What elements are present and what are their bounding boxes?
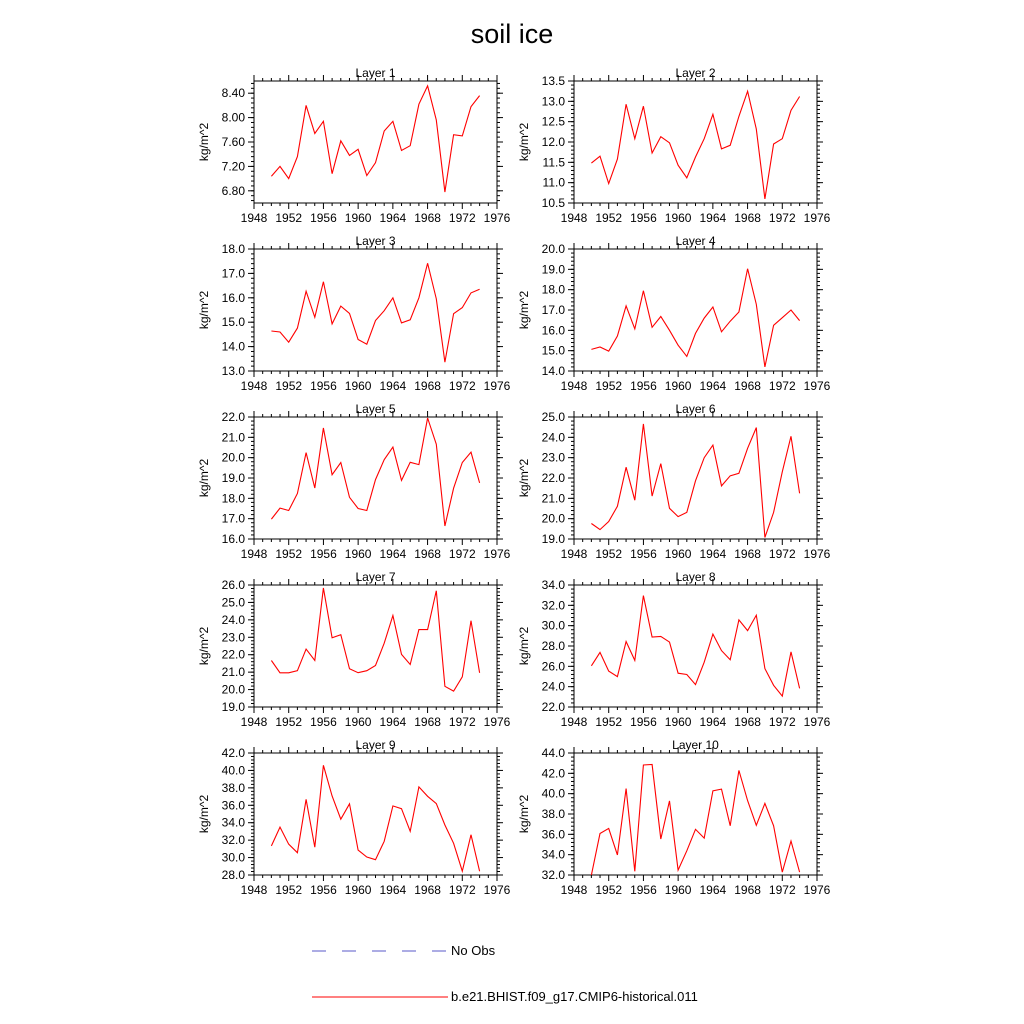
chart-1-xtick-label: 1968 — [414, 211, 441, 225]
chart-8-series-1-line — [591, 596, 799, 697]
chart-7-title: Layer 7 — [355, 570, 396, 584]
chart-9-ytick-label: 32.0 — [221, 833, 245, 848]
chart-9-ytick-label: 28.0 — [221, 868, 245, 882]
chart-1-frame — [254, 81, 497, 203]
chart-4-xtick-label: 1960 — [664, 379, 692, 393]
chart-4-panel — [517, 234, 831, 393]
chart-1-ytick-label: 6.80 — [221, 183, 245, 198]
chart-5-xtick-label: 1964 — [379, 547, 407, 561]
chart-2-panel — [517, 66, 831, 225]
chart-6-ytick-label: 23.0 — [541, 450, 565, 465]
chart-4-xtick-label: 1968 — [734, 379, 761, 393]
chart-7-xtick-label: 1952 — [275, 715, 303, 729]
chart-10-xtick-label: 1968 — [734, 883, 761, 897]
chart-10-ytick-label: 34.0 — [541, 847, 565, 862]
chart-5-xtick-label: 1952 — [275, 547, 303, 561]
chart-1-xtick-label: 1952 — [275, 211, 303, 225]
chart-4-xtick-label: 1956 — [630, 379, 657, 393]
chart-2-frame — [574, 81, 817, 203]
chart-7-xtick-label: 1956 — [310, 715, 337, 729]
chart-5-ytick-label: 17.0 — [221, 511, 245, 526]
chart-3-series-1-line — [271, 263, 479, 362]
chart-5-ytick-label: 16.0 — [221, 532, 245, 546]
chart-5-frame — [254, 417, 497, 539]
chart-8-ytick-label: 32.0 — [541, 598, 565, 613]
chart-2-xtick-label: 1976 — [803, 211, 831, 225]
chart-9-title: Layer 9 — [355, 738, 396, 752]
chart-10-series-1-line — [591, 765, 799, 876]
chart-2-ytick-label: 12.5 — [541, 114, 565, 129]
chart-3-ytick-label: 16.0 — [221, 290, 245, 305]
chart-5-panel — [197, 402, 511, 561]
chart-4-frame — [574, 249, 817, 371]
chart-3-xtick-label: 1960 — [344, 379, 372, 393]
chart-10-xtick-label: 1948 — [560, 883, 588, 897]
chart-8-ytick-label: 28.0 — [541, 639, 565, 653]
chart-6-ytick-label: 25.0 — [541, 410, 565, 424]
chart-8-xtick-label: 1960 — [664, 715, 692, 729]
chart-7-xtick-label: 1948 — [240, 715, 268, 729]
chart-9-ytick-label: 36.0 — [221, 798, 245, 813]
chart-9-xtick-label: 1968 — [414, 883, 441, 897]
chart-4-xtick-label: 1972 — [768, 379, 796, 393]
chart-5-series-1-line — [271, 418, 479, 526]
chart-8-frame — [574, 585, 817, 707]
chart-3-xtick-label: 1956 — [310, 379, 337, 393]
chart-5-xtick-label: 1960 — [344, 547, 372, 561]
legend-label-no-obs: No Obs — [451, 943, 496, 958]
chart-6-series-1-line — [591, 424, 799, 538]
chart-6-xtick-label: 1956 — [630, 547, 657, 561]
chart-8-xtick-label: 1972 — [768, 715, 796, 729]
chart-8-xtick-label: 1968 — [734, 715, 761, 729]
chart-8-xtick-label: 1948 — [560, 715, 588, 729]
chart-8-xtick-label: 1964 — [699, 715, 727, 729]
chart-6-xtick-label: 1972 — [768, 547, 796, 561]
chart-2-title: Layer 2 — [675, 66, 716, 80]
chart-7-xtick-label: 1968 — [414, 715, 441, 729]
chart-3-ytick-label: 14.0 — [221, 339, 245, 354]
chart-2-ytick-label: 13.5 — [541, 74, 565, 88]
chart-8-ytick-label: 22.0 — [541, 700, 565, 714]
chart-9-xtick-label: 1964 — [379, 883, 407, 897]
chart-7-xtick-label: 1960 — [344, 715, 372, 729]
chart-2-ylabel: kg/m^2 — [517, 122, 531, 162]
chart-9-ytick-label: 42.0 — [221, 746, 245, 760]
chart-7-series-1-line — [271, 588, 479, 691]
chart-4-ytick-label: 18.0 — [541, 282, 565, 297]
chart-8-ytick-label: 24.0 — [541, 679, 565, 694]
legend — [312, 943, 698, 1004]
chart-1-ytick-label: 7.60 — [221, 135, 245, 149]
chart-10-ytick-label: 44.0 — [541, 746, 565, 760]
chart-8-xtick-label: 1952 — [595, 715, 623, 729]
chart-1-ytick-label: 7.20 — [221, 159, 245, 174]
chart-4-xtick-label: 1952 — [595, 379, 623, 393]
chart-9-xtick-label: 1952 — [275, 883, 303, 897]
chart-8-panel — [517, 570, 831, 729]
chart-1-ytick-label: 8.40 — [221, 86, 245, 101]
chart-1-xtick-label: 1976 — [483, 211, 511, 225]
chart-7-ytick-label: 20.0 — [221, 682, 245, 697]
chart-5-ytick-label: 22.0 — [221, 410, 245, 424]
chart-4-xtick-label: 1976 — [803, 379, 831, 393]
chart-6-ytick-label: 22.0 — [541, 471, 565, 485]
chart-9-panel — [197, 738, 511, 897]
chart-4-ytick-label: 14.0 — [541, 364, 565, 378]
chart-7-ytick-label: 21.0 — [221, 665, 245, 680]
chart-6-ytick-label: 24.0 — [541, 430, 565, 445]
chart-3-ytick-label: 13.0 — [221, 364, 245, 378]
chart-3-xtick-label: 1964 — [379, 379, 407, 393]
chart-6-ytick-label: 20.0 — [541, 511, 565, 526]
chart-2-xtick-label: 1960 — [664, 211, 692, 225]
chart-5-ytick-label: 21.0 — [221, 430, 245, 445]
chart-10-ytick-label: 40.0 — [541, 786, 565, 801]
chart-1-series-1-line — [271, 86, 479, 192]
chart-9-ytick-label: 40.0 — [221, 763, 245, 778]
chart-6-title: Layer 6 — [675, 402, 716, 416]
chart-9-xtick-label: 1956 — [310, 883, 337, 897]
chart-9-series-1-line — [271, 765, 479, 871]
chart-9-xtick-label: 1972 — [448, 883, 476, 897]
legend-label-model: b.e21.BHIST.f09_g17.CMIP6-historical.011 — [451, 989, 698, 1004]
chart-7-xtick-label: 1972 — [448, 715, 476, 729]
chart-4-ytick-label: 20.0 — [541, 242, 565, 256]
chart-9-ytick-label: 30.0 — [221, 850, 245, 865]
chart-2-ytick-label: 10.5 — [541, 196, 565, 210]
chart-3-panel — [197, 234, 511, 393]
chart-6-xtick-label: 1948 — [560, 547, 588, 561]
chart-8-title: Layer 8 — [675, 570, 716, 584]
chart-6-xtick-label: 1968 — [734, 547, 761, 561]
chart-8-xtick-label: 1956 — [630, 715, 657, 729]
chart-7-ytick-label: 22.0 — [221, 647, 245, 662]
chart-9-xtick-label: 1948 — [240, 883, 268, 897]
chart-1-xtick-label: 1972 — [448, 211, 476, 225]
chart-9-ylabel: kg/m^2 — [197, 794, 211, 834]
chart-10-ytick-label: 32.0 — [541, 868, 565, 882]
chart-5-ytick-label: 20.0 — [221, 450, 245, 465]
chart-1-xtick-label: 1948 — [240, 211, 268, 225]
chart-1-panel — [197, 66, 511, 225]
chart-5-xtick-label: 1956 — [310, 547, 337, 561]
chart-7-ytick-label: 25.0 — [221, 595, 245, 610]
chart-8-xtick-label: 1976 — [803, 715, 831, 729]
chart-3-title: Layer 3 — [355, 234, 396, 248]
chart-6-ylabel: kg/m^2 — [517, 458, 531, 498]
chart-10-title: Layer 10 — [672, 738, 719, 752]
chart-3-ylabel: kg/m^2 — [197, 290, 211, 330]
chart-10-ytick-label: 42.0 — [541, 766, 565, 781]
chart-8-ytick-label: 34.0 — [541, 578, 565, 592]
chart-3-ytick-label: 17.0 — [221, 266, 245, 281]
chart-1-xtick-label: 1964 — [379, 211, 407, 225]
chart-9-xtick-label: 1960 — [344, 883, 372, 897]
chart-2-series-1-line — [591, 91, 799, 199]
chart-10-xtick-label: 1976 — [803, 883, 831, 897]
chart-5-ytick-label: 19.0 — [221, 471, 245, 485]
chart-6-ytick-label: 19.0 — [541, 532, 565, 546]
chart-1-title: Layer 1 — [355, 66, 396, 80]
chart-5-xtick-label: 1976 — [483, 547, 511, 561]
panels-group — [197, 66, 831, 897]
chart-2-ytick-label: 11.5 — [542, 155, 565, 170]
chart-1-xtick-label: 1960 — [344, 211, 372, 225]
chart-2-xtick-label: 1972 — [768, 211, 796, 225]
chart-9-ytick-label: 38.0 — [221, 780, 245, 795]
chart-10-ytick-label: 38.0 — [541, 807, 565, 821]
chart-1-xtick-label: 1956 — [310, 211, 337, 225]
chart-10-xtick-label: 1956 — [630, 883, 657, 897]
chart-4-title: Layer 4 — [675, 234, 716, 248]
chart-5-title: Layer 5 — [355, 402, 396, 416]
chart-4-ylabel: kg/m^2 — [517, 290, 531, 330]
chart-6-xtick-label: 1952 — [595, 547, 623, 561]
chart-3-frame — [254, 249, 497, 371]
chart-2-ytick-label: 13.0 — [541, 94, 565, 109]
chart-7-ytick-label: 19.0 — [221, 700, 245, 714]
chart-3-xtick-label: 1952 — [275, 379, 303, 393]
chart-5-xtick-label: 1968 — [414, 547, 441, 561]
chart-2-xtick-label: 1964 — [699, 211, 727, 225]
chart-7-frame — [254, 585, 497, 707]
chart-2-xtick-label: 1968 — [734, 211, 761, 225]
chart-4-ytick-label: 19.0 — [541, 262, 565, 277]
chart-3-ytick-label: 18.0 — [221, 242, 245, 256]
chart-3-xtick-label: 1948 — [240, 379, 268, 393]
chart-6-xtick-label: 1976 — [803, 547, 831, 561]
chart-7-xtick-label: 1964 — [379, 715, 407, 729]
chart-5-ytick-label: 18.0 — [221, 491, 245, 506]
chart-2-xtick-label: 1956 — [630, 211, 657, 225]
chart-8-ytick-label: 30.0 — [541, 618, 565, 633]
chart-9-ytick-label: 34.0 — [221, 815, 245, 830]
chart-5-xtick-label: 1972 — [448, 547, 476, 561]
chart-6-xtick-label: 1960 — [664, 547, 692, 561]
chart-1-ylabel: kg/m^2 — [197, 122, 211, 162]
chart-10-xtick-label: 1952 — [595, 883, 623, 897]
chart-10-ytick-label: 36.0 — [541, 827, 565, 842]
chart-3-ytick-label: 15.0 — [221, 315, 245, 330]
chart-4-series-1-line — [591, 269, 799, 367]
chart-6-panel — [517, 402, 831, 561]
chart-4-ytick-label: 15.0 — [541, 343, 565, 358]
chart-2-xtick-label: 1948 — [560, 211, 588, 225]
chart-3-xtick-label: 1972 — [448, 379, 476, 393]
chart-9-xtick-label: 1976 — [483, 883, 511, 897]
chart-10-panel — [517, 738, 831, 897]
figure-title: soil ice — [470, 19, 554, 49]
chart-7-xtick-label: 1976 — [483, 715, 511, 729]
chart-2-ytick-label: 11.0 — [542, 175, 565, 190]
chart-5-ylabel: kg/m^2 — [197, 458, 211, 498]
chart-10-xtick-label: 1964 — [699, 883, 727, 897]
chart-1-ytick-label: 8.00 — [221, 110, 245, 125]
chart-6-ytick-label: 21.0 — [541, 491, 565, 506]
chart-2-xtick-label: 1952 — [595, 211, 623, 225]
chart-9-frame — [254, 753, 497, 875]
chart-4-xtick-label: 1948 — [560, 379, 588, 393]
chart-10-frame — [574, 753, 817, 875]
chart-4-xtick-label: 1964 — [699, 379, 727, 393]
chart-10-xtick-label: 1972 — [768, 883, 796, 897]
chart-8-ytick-label: 26.0 — [541, 659, 565, 674]
chart-7-panel — [197, 570, 511, 729]
chart-2-ytick-label: 12.0 — [541, 135, 565, 149]
chart-7-ytick-label: 23.0 — [221, 630, 245, 645]
chart-5-xtick-label: 1948 — [240, 547, 268, 561]
chart-10-xtick-label: 1960 — [664, 883, 692, 897]
chart-3-xtick-label: 1968 — [414, 379, 441, 393]
chart-6-xtick-label: 1964 — [699, 547, 727, 561]
chart-10-ylabel: kg/m^2 — [517, 794, 531, 834]
chart-7-ylabel: kg/m^2 — [197, 626, 211, 666]
chart-7-ytick-label: 24.0 — [221, 612, 245, 627]
chart-7-ytick-label: 26.0 — [221, 578, 245, 592]
chart-4-ytick-label: 17.0 — [541, 303, 565, 317]
chart-8-ylabel: kg/m^2 — [517, 626, 531, 666]
chart-3-xtick-label: 1976 — [483, 379, 511, 393]
chart-4-ytick-label: 16.0 — [541, 323, 565, 338]
